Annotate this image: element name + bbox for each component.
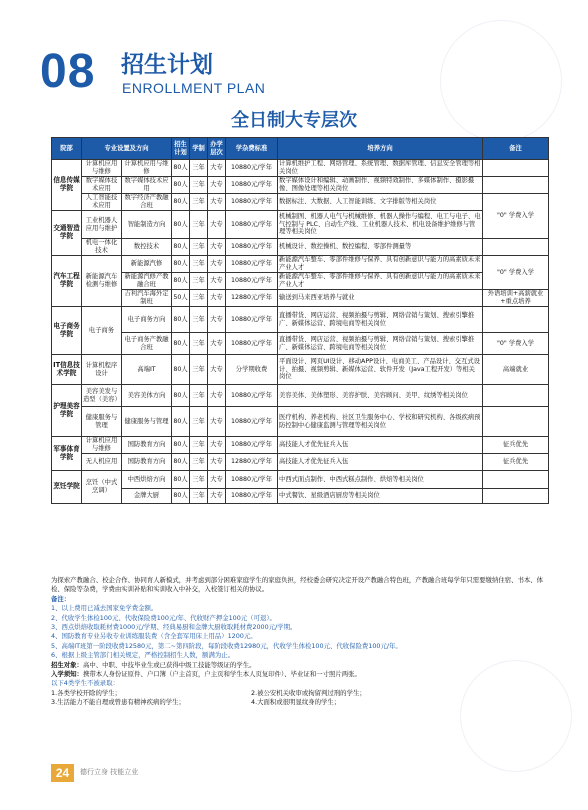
table-body xyxy=(52,160,549,504)
plan-cell: 80人 xyxy=(172,385,190,407)
page-number: 24 xyxy=(51,764,74,782)
excluded-item: 1.各类学校开除的学生； xyxy=(51,688,122,697)
major-cell: 美容美发与造型（美容） xyxy=(82,385,122,407)
major-cell: 机电一体化技术 xyxy=(82,239,122,256)
training-cell: 输送到马来西亚培养与就业 xyxy=(278,290,483,307)
note-cell: 高端就业 xyxy=(483,355,549,385)
docs-label: 入学须知： xyxy=(51,670,83,679)
major-cell: 无人机应用 xyxy=(82,454,122,471)
remark-item: 3、西点烘焙收取耗材费1000元/学期、经典易厨和金牌大厨收取耗材费2000元/学期。 xyxy=(51,623,297,632)
docs-text: 携带本人身份证原件、户口簿（户主首页，户主页和学生本人页复印件）、毕业证和一寸照片两张。 xyxy=(82,670,361,679)
fee-cell: 10880元/学年 xyxy=(226,239,278,256)
major-cell: 数字媒体技术应用 xyxy=(82,177,122,194)
target-label: 招生对象： xyxy=(51,660,83,669)
years-cell: 三年 xyxy=(190,437,208,454)
note-cell xyxy=(483,239,549,256)
table-row xyxy=(52,194,549,211)
direction-cell: 计算机应用与维修 xyxy=(122,160,172,177)
training-cell: 机械制图、机器人电气与机械维修、机器人操作与编程、电工与电子、电气控制与 PLC、自动生产线、工业机器人技术、机电设备维护维修与管理等相关岗位 xyxy=(278,211,483,239)
direction-cell: 数字经济产教融合班 xyxy=(122,194,172,211)
major-cell: 计算机应用与维修 xyxy=(82,437,122,454)
table-row xyxy=(52,333,549,355)
plan-cell: 80人 xyxy=(172,273,190,290)
college-cell: 电子商务学院 xyxy=(52,307,82,355)
target-text: 高中、中职、中技毕业生或已获得中级工技能等级证的学生。 xyxy=(82,660,256,669)
major-cell: 人工智能技术应用 xyxy=(82,194,122,211)
college-cell: 护理美容学院 xyxy=(52,385,82,437)
fee-cell: 10880元/学年 xyxy=(226,256,278,273)
note-cell: 征兵优先 xyxy=(483,437,549,454)
direction-cell: 美容美体方向 xyxy=(122,385,172,407)
note-cell xyxy=(483,471,549,489)
college-cell: 交通智造学院 xyxy=(52,211,82,256)
level-cell: 大专 xyxy=(208,471,226,489)
training-cell: 直播带货、网店运营、视频拍摄与剪辑、网络营销与策划、搜索引擎推广、新媒体运营、跨境电商等相关岗位 xyxy=(278,307,483,333)
direction-cell: 国防教育方向 xyxy=(122,437,172,454)
direction-cell: 电子商务产教融合班 xyxy=(122,333,172,355)
level-cell: 大专 xyxy=(208,407,226,437)
excluded-title: 以下4类学生不被录取： xyxy=(51,679,119,688)
fee-cell: 10880元/学年 xyxy=(226,437,278,454)
excluded-row xyxy=(51,689,551,698)
training-cell: 新能源汽车整车、零部件维修与保养、具有创新意识与能力的高素质未来产业人才 xyxy=(279,256,481,271)
training-cell: 中式餐饮、星级酒店厨房等相关岗位 xyxy=(278,489,483,504)
intro-text: 为探索产教融合、校企合作、协同育人新模式，并考虑到部分困难家庭学生的家庭负担，经校委会研究决定开设产教融合特色班，产教融合班每学年只需要缴纳住宿、书本、体检、保险等杂费，学费由实训补贴和实训收入中补交，入校签订相关的协议。 xyxy=(51,576,544,594)
fee-cell: 10880元/学年 xyxy=(226,385,278,407)
fee-cell: 12880元/学年 xyxy=(226,454,278,471)
training-cell: 机械设计、数控操机、数控编程、零部件测量等 xyxy=(278,239,483,256)
level-cell: 大专 xyxy=(208,211,226,239)
plan-cell: 80人 xyxy=(172,437,190,454)
major-cell: 工业机器人应用与维护 xyxy=(82,211,122,239)
major-cell: 新能源汽车检测与维修 xyxy=(82,256,122,307)
note-cell: "0" 学费入学 xyxy=(483,333,549,355)
plan-cell: 80人 xyxy=(172,333,190,355)
table-row xyxy=(52,471,549,489)
direction-cell: 健康服务与管理 xyxy=(122,407,172,437)
plan-cell: 80人 xyxy=(172,471,190,489)
years-cell: 三年 xyxy=(190,307,208,333)
direction-cell: 中西烘焙方向 xyxy=(122,471,172,489)
level-cell: 大专 xyxy=(208,194,226,211)
remark-item: 6、根据上级主管部门相关规定，严格控制招生人数，额满为止。 xyxy=(51,651,235,660)
direction-cell: 金牌大厨 xyxy=(122,489,172,504)
college-cell: 军事体育学院 xyxy=(52,437,82,471)
plan-cell: 80人 xyxy=(172,355,190,385)
plan-cell: 80人 xyxy=(172,407,190,437)
notes-section xyxy=(51,576,551,708)
target-line xyxy=(51,661,551,670)
level-cell: 大专 xyxy=(208,454,226,471)
enrollment-table xyxy=(51,137,549,504)
years-cell: 三年 xyxy=(190,290,208,307)
section-title: 全日制大专层次 xyxy=(231,110,357,131)
col-years: 学制 xyxy=(190,138,208,160)
major-cell: 电子商务 xyxy=(82,307,122,355)
fee-cell: 10880元/学年 xyxy=(226,333,278,355)
note-cell: 征兵优先 xyxy=(483,454,549,471)
excluded-item: 2.被公安机关收审或拘留判过刑的学生； xyxy=(251,688,366,697)
table-row xyxy=(52,454,549,471)
major-cell: 烹饪（中式烹调） xyxy=(82,471,122,504)
direction-cell: 智能制造方向 xyxy=(122,211,172,239)
years-cell: 三年 xyxy=(190,489,208,504)
level-cell: 大专 xyxy=(208,177,226,194)
plan-cell: 50人 xyxy=(172,290,190,307)
table-row xyxy=(52,290,549,307)
major-cell: 计算机应用与维修 xyxy=(82,160,122,177)
note-cell xyxy=(483,307,549,333)
years-cell: 三年 xyxy=(190,454,208,471)
table-row xyxy=(52,239,549,256)
note-cell: "0" 学费入学 xyxy=(483,194,549,239)
remarks-title: 备注： xyxy=(51,594,71,603)
training-cell: 美容美体、美体塑形、美容护肤、美容顾问、美甲、纹绣等相关岗位 xyxy=(278,385,483,407)
plan-cell: 80人 xyxy=(172,454,190,471)
col-training: 培养方向 xyxy=(278,138,483,160)
years-cell: 三年 xyxy=(190,273,208,290)
fee-cell: 10880元/学年 xyxy=(226,471,278,489)
level-cell: 大专 xyxy=(208,290,226,307)
direction-cell: 国防教育方向 xyxy=(122,454,172,471)
training-cell: 医疗机构、养老机构、社区卫生服务中心、学校和研究机构、各级疾病预防控制中心健康监测与管理等相关岗位 xyxy=(278,407,483,437)
note-cell xyxy=(483,385,549,407)
remark-item: 1、以上费用已减去国家免学费金额。 xyxy=(51,604,158,613)
chapter-number: 08 xyxy=(40,45,96,98)
fee-cell: 10880元/学年 xyxy=(226,160,278,177)
major-cell: 健康服务与管理 xyxy=(82,407,122,437)
note-cell xyxy=(483,489,549,504)
years-cell: 三年 xyxy=(190,239,208,256)
fee-cell: 12880元/学年 xyxy=(226,290,278,307)
fee-cell: 10880元/学年 xyxy=(226,194,278,211)
level-cell: 大专 xyxy=(208,239,226,256)
plan-cell: 80人 xyxy=(172,307,190,333)
note-cell xyxy=(483,407,549,437)
plan-cell: 80人 xyxy=(172,211,190,239)
note-cell xyxy=(483,177,549,194)
excluded-item: 3.生活能力不能自理或曾患有精神疾病的学生； xyxy=(51,698,185,707)
training-cell: 高技能人才优先征兵入伍 xyxy=(278,454,483,471)
plan-cell: 80人 xyxy=(172,256,190,273)
table-row xyxy=(52,385,549,407)
direction-cell: 新能源汽修 xyxy=(122,256,172,273)
direction-cell: 吉利汽车海外定制班 xyxy=(122,290,172,307)
years-cell: 三年 xyxy=(190,256,208,273)
col-major: 专业设置及方向 xyxy=(82,138,172,160)
level-cell: 大专 xyxy=(208,273,226,290)
table-row xyxy=(52,211,549,239)
training-cell: 直播带货、网店运营、视频拍摄与剪辑、网络营销与策划、搜索引擎推广、新媒体运营、跨境电商等相关岗位 xyxy=(278,333,483,355)
direction-cell: 数控技术 xyxy=(122,239,172,256)
table-row xyxy=(52,489,549,504)
table-row xyxy=(52,407,549,437)
excluded-item: 4.大面积或很明显纹身的学生； xyxy=(251,698,341,707)
years-cell: 三年 xyxy=(190,333,208,355)
direction-cell: 电子商务方向 xyxy=(122,307,172,333)
plan-cell: 80人 xyxy=(172,489,190,504)
years-cell: 三年 xyxy=(190,211,208,239)
col-college: 院部 xyxy=(52,138,82,160)
page-subtitle: ENROLLMENT PLAN xyxy=(122,80,266,96)
excluded-row xyxy=(51,698,551,707)
col-fee: 学杂费标准 xyxy=(226,138,278,160)
college-cell: IT信息技术学院 xyxy=(52,355,82,385)
training-cell: 计算机维护工程、网络管理、系统管理、数据库管理、信息安全管理等相关岗位 xyxy=(279,160,481,175)
fee-cell: 分学期收费 xyxy=(226,355,278,385)
note-cell: "0" 学费入学 xyxy=(483,256,549,290)
years-cell: 三年 xyxy=(190,355,208,385)
fee-cell: 10880元/学年 xyxy=(226,489,278,504)
college-cell: 信息传媒学院 xyxy=(52,160,82,211)
fee-cell: 10880元/学年 xyxy=(226,273,278,290)
years-cell: 三年 xyxy=(190,177,208,194)
col-level: 办学层次 xyxy=(208,138,226,160)
docs-line xyxy=(51,670,551,679)
years-cell: 三年 xyxy=(190,194,208,211)
note-cell: 外语培训+高薪就业+重点培养 xyxy=(483,290,549,307)
col-plan: 招生计划 xyxy=(172,138,190,160)
page-title: 招生计划 xyxy=(121,52,213,78)
remark-item: 2、代收学生体检100元、代收保险费100元/年、代收财产押金100元（可退）。 xyxy=(51,613,276,622)
training-cell: 数字媒体设计和编辑、动画制作、视频特效制作、多媒体制作、摄影摄像、图像处理等相关岗位 xyxy=(278,177,483,194)
note-cell xyxy=(483,160,549,177)
level-cell: 大专 xyxy=(208,355,226,385)
fee-cell: 10880元/学年 xyxy=(226,177,278,194)
years-cell: 三年 xyxy=(190,471,208,489)
level-cell: 大专 xyxy=(208,437,226,454)
table-row xyxy=(52,437,549,454)
training-cell: 高技能人才优先征兵入伍 xyxy=(278,437,483,454)
plan-cell: 80人 xyxy=(172,194,190,211)
table-row xyxy=(52,355,549,385)
level-cell: 大专 xyxy=(208,489,226,504)
fee-cell: 10880元/学年 xyxy=(226,407,278,437)
remark-item: 5、高端IT班第一阶段收费12580元，第二~第四阶段，每阶段收费12980元，代收学生体检100元、代收保险费100元/年。 xyxy=(51,641,402,650)
plan-cell: 80人 xyxy=(172,239,190,256)
fee-cell: 10880元/学年 xyxy=(226,307,278,333)
training-cell: 中西式面点制作、中西式糕点制作、烘焙等相关岗位 xyxy=(278,471,483,489)
direction-cell: 高端IT xyxy=(122,355,172,385)
table-row xyxy=(52,273,549,290)
fee-cell: 10880元/学年 xyxy=(226,211,278,239)
years-cell: 三年 xyxy=(190,160,208,177)
training-cell: 数据标注、大数据、人工智能训练、文字排版等相关岗位 xyxy=(278,194,483,211)
level-cell: 大专 xyxy=(208,160,226,177)
college-cell: 烹饪学院 xyxy=(52,471,82,504)
plan-cell: 80人 xyxy=(172,177,190,194)
training-cell: 新能源汽车整车、零部件维修与保养、具有创新意识与能力的高素质未来产业人才 xyxy=(279,273,481,288)
remark-item: 4、国防教育专业另收专业训练服装费（含全套军用床上用品）1200元。 xyxy=(51,632,257,641)
plan-cell: 80人 xyxy=(172,160,190,177)
level-cell: 大专 xyxy=(208,333,226,355)
table-header-row xyxy=(52,138,549,160)
major-cell: 计算机程序设计 xyxy=(82,355,122,385)
direction-cell: 数字媒体技术应用 xyxy=(122,177,172,194)
college-cell: 汽车工程学院 xyxy=(52,256,82,307)
level-cell: 大专 xyxy=(208,256,226,273)
level-cell: 大专 xyxy=(208,307,226,333)
footer-slogan: 德行立身 技能立业 xyxy=(80,768,139,776)
years-cell: 三年 xyxy=(190,385,208,407)
table-row xyxy=(52,177,549,194)
level-cell: 大专 xyxy=(208,385,226,407)
table-row xyxy=(52,256,549,273)
direction-cell: 新能源汽修产教融合班 xyxy=(122,273,172,290)
table-row xyxy=(52,160,549,177)
years-cell: 三年 xyxy=(190,407,208,437)
training-cell: 平面设计、网页UI设计、移动APP设计、电商美工、产品设计、交互式设计、拍摄、视频剪辑、新媒体运营、软件开发（Java工程开发）等相关岗位 xyxy=(278,355,483,385)
table-row xyxy=(52,307,549,333)
col-note: 备注 xyxy=(483,138,549,160)
